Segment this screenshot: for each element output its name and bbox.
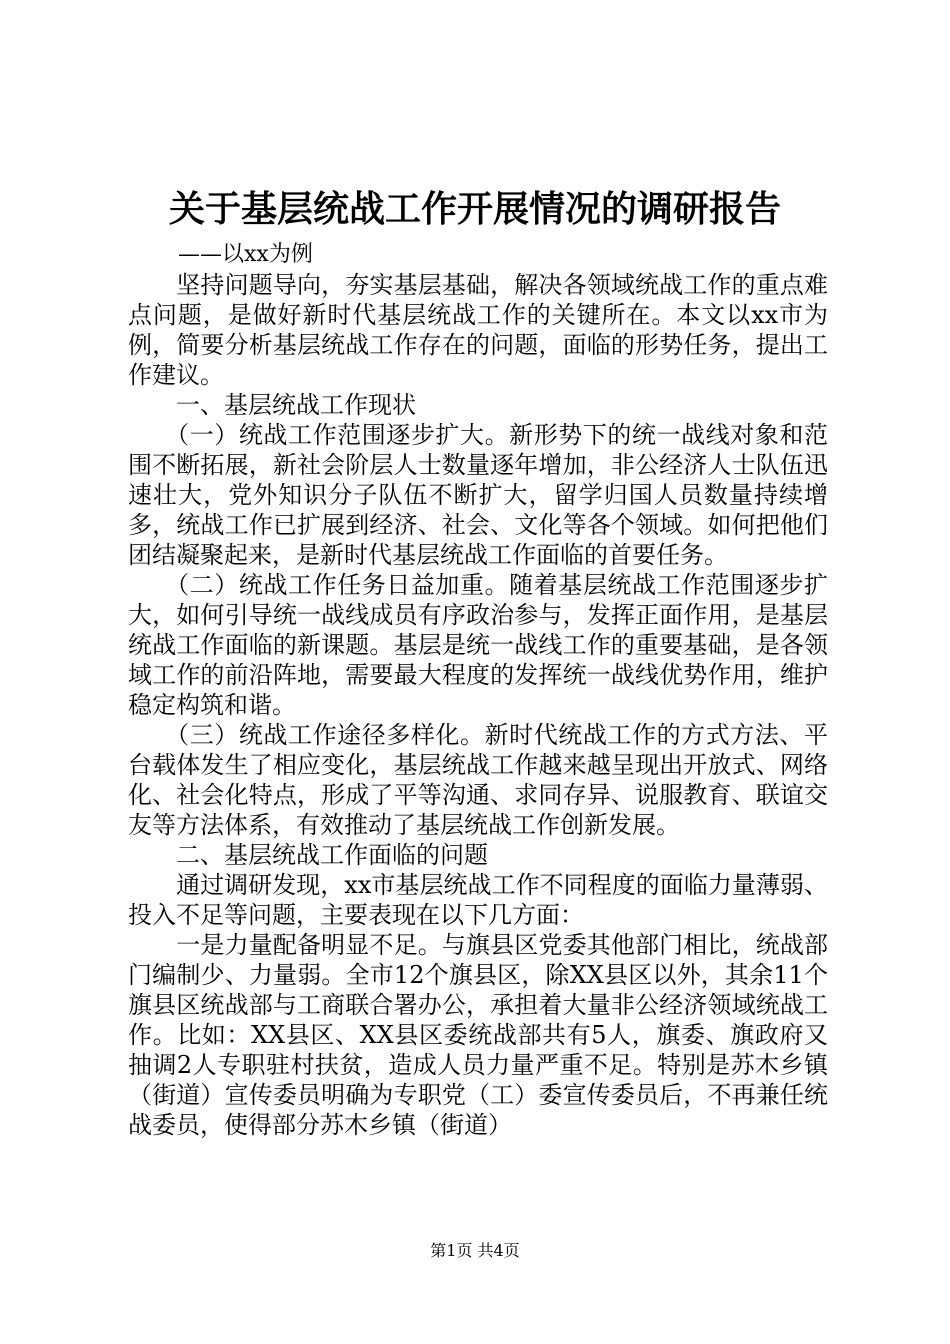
document-subtitle: ——以xx为例 [178, 242, 313, 267]
section-heading: 一、基层统战工作现状 [128, 391, 416, 419]
paragraph: （一）统战工作范围逐步扩大。新形势下的统一战线对象和范围不断拓展，新社会阶层人士数量逐年增加，非公经济人士队伍迅速壮大，党外知识分子队伍不断扩大，留学归国人员数量持续增多，统战工作已扩展到经济、社会、文化等各个领域。如何把他们团结凝聚起来，是新时代基层统战工作面临的首要任务。 [128, 421, 828, 569]
page-footer: 第1页 共4页 [430, 1241, 520, 1260]
paragraph: 一是力量配备明显不足。与旗县区党委其他部门相比，统战部门编制少、力量弱。全市12个旗县区，除XX县区以外，其余11个旗县区统战部与工商联合署办公，承担着大量非公经济领域统战工作。比如：XX县区、XX县区委统战部共有5人，旗委、旗政府又抽调2人专职驻村扶贫，造成人员力量严重不足。特别是苏木乡镇（街道）宣传委员明确为专职党（工）委宣传委员后，不再兼任统战委员，使得部分苏木乡镇（街道） [128, 931, 828, 1139]
paragraph: （三）统战工作途径多样化。新时代统战工作的方式方法、平台载体发生了相应变化，基层统战工作越来越呈现出开放式、网络化、社会化特点，形成了平等沟通、求同存异、说服教育、联谊交友等方法体系，有效推动了基层统战工作创新发展。 [128, 721, 828, 839]
document-title: 关于基层统战工作开展情况的调研报告 [168, 188, 781, 230]
section-heading: 二、基层统战工作面临的问题 [128, 841, 488, 869]
paragraph: 通过调研发现，xx市基层统战工作不同程度的面临力量薄弱、投入不足等问题，主要表现在以下几方面： [128, 871, 828, 929]
document-body [128, 270, 828, 1140]
paragraph: （二）统战工作任务日益加重。随着基层统战工作范围逐步扩大，如何引导统一战线成员有序政治参与，发挥正面作用，是基层统战工作面临的新课题。基层是统一战线工作的重要基础，是各领域工作的前沿阵地，需要最大程度的发挥统一战线优势作用，维护稳定构筑和谐。 [128, 571, 828, 719]
paragraph: 坚持问题导向，夯实基层基础，解决各领域统战工作的重点难点问题，是做好新时代基层统战工作的关键所在。本文以xx市为例，简要分析基层统战工作存在的问题，面临的形势任务，提出工作建议。 [128, 271, 828, 389]
